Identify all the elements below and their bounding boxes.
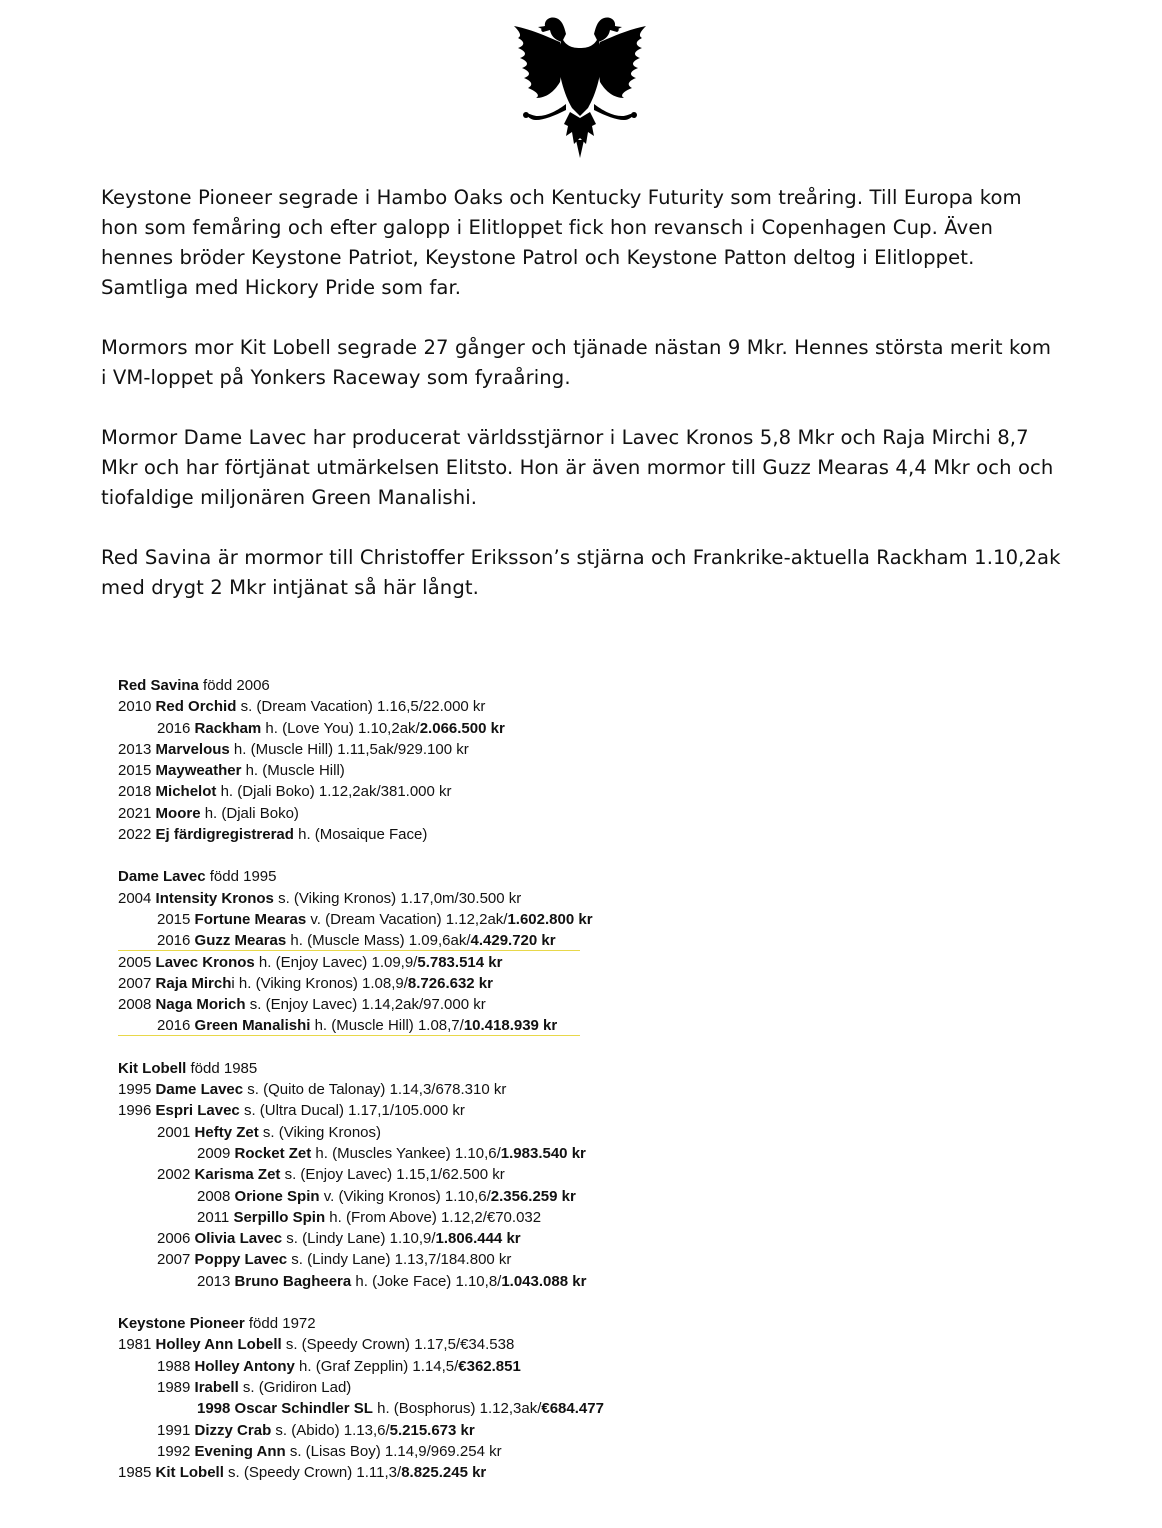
dam-heading — [118, 1313, 818, 1334]
offspring-name: Mayweather — [155, 762, 242, 780]
offspring-info: h. (Djali Boko) — [204, 804, 299, 822]
offspring-name: Bruno Bagheera — [234, 1272, 352, 1290]
offspring-row — [118, 1420, 818, 1441]
offspring-year: 1988 — [157, 1357, 191, 1375]
offspring-year: 2013 — [197, 1272, 231, 1290]
offspring-earnings: 10.418.939 kr — [463, 1017, 558, 1035]
offspring-info: s. (Speedy Crown) 1.17,5/€34.538 — [285, 1336, 515, 1354]
offspring-year: 2008 — [118, 996, 152, 1014]
dam-heading — [118, 675, 818, 696]
offspring-row — [118, 1207, 818, 1228]
offspring-year: 1996 — [118, 1102, 152, 1120]
offspring-row — [118, 973, 818, 994]
offspring-row — [118, 1334, 818, 1355]
offspring-row — [118, 1186, 818, 1207]
offspring-row — [118, 696, 818, 717]
offspring-info: s. (Lisas Boy) 1.14,9/969.254 kr — [289, 1442, 502, 1460]
offspring-info: v. (Viking Kronos) 1.10,6/ — [323, 1187, 491, 1205]
offspring-info: h. (Bosphorus) 1.12,3ak/ — [377, 1400, 542, 1418]
dam-name: Red Savina — [118, 677, 199, 694]
offspring-row — [118, 1441, 818, 1462]
offspring-year: 1991 — [157, 1421, 191, 1439]
offspring-row — [118, 781, 818, 802]
offspring-year: 2015 — [118, 762, 152, 780]
offspring-name: Michelot — [155, 783, 217, 801]
offspring-earnings: €684.477 — [541, 1400, 604, 1418]
offspring-row — [118, 1462, 818, 1483]
offspring-name: Intensity Kronos — [155, 889, 274, 907]
offspring-earnings: 5.215.673 kr — [389, 1421, 475, 1439]
offspring-info: h. (Djali Boko) 1.12,2ak/381.000 kr — [220, 783, 452, 801]
offspring-earnings: 1.806.444 kr — [435, 1230, 521, 1248]
offspring-name: Moore — [155, 804, 201, 822]
offspring-row — [118, 1015, 818, 1036]
offspring-year: 2022 — [118, 826, 152, 844]
offspring-row — [118, 1143, 818, 1164]
offspring-year: 1985 — [118, 1464, 152, 1482]
offspring-info: s. (Gridiron Lad) — [242, 1378, 352, 1396]
pedigree-list — [118, 675, 818, 1504]
offspring-year: 2002 — [157, 1166, 191, 1184]
offspring-year: 2007 — [118, 974, 152, 992]
offspring-name: Holley Ann Lobell — [155, 1336, 282, 1354]
offspring-row — [118, 994, 818, 1015]
offspring-row — [118, 718, 818, 739]
offspring-year: 2007 — [157, 1251, 191, 1269]
offspring-row — [118, 803, 818, 824]
offspring-row — [118, 1377, 818, 1398]
paragraph: Keystone Pioneer segrade i Hambo Oaks och Kentucky Futurity som treåring. Till Europa kom hon som femåring och efter galopp i Elitloppet fick hon revansch i Copenhagen Cup. Även hennes bröder Keystone Patriot, Keystone Patrol och Keystone Patton deltog i Elitloppet. Samtliga med Hickory Pride som far. — [101, 186, 1022, 299]
offspring-info: h. (Mosaique Face) — [298, 826, 428, 844]
offspring-info: h. (Love You) 1.10,2ak/ — [265, 719, 420, 737]
offspring-earnings: 1.983.540 kr — [500, 1144, 586, 1162]
double-headed-eagle-icon — [508, 12, 652, 162]
offspring-year: 2009 — [197, 1144, 231, 1162]
offspring-year: 2016 — [157, 932, 191, 950]
offspring-earnings: €362.851 — [458, 1357, 521, 1375]
offspring-row — [118, 888, 818, 909]
offspring-row — [118, 1100, 818, 1121]
offspring-info: h. (Muscle Hill) — [245, 762, 345, 780]
offspring-name: Orione Spin — [234, 1187, 320, 1205]
offspring-name: Olivia Lavec — [194, 1230, 283, 1248]
offspring-name: Oscar Schindler SL — [234, 1400, 373, 1418]
offspring-name: Irabell — [194, 1378, 239, 1396]
offspring-earnings: 4.429.720 kr — [470, 932, 556, 950]
offspring-name: Rackham — [194, 719, 262, 737]
dam-heading — [118, 1058, 818, 1079]
pedigree-block — [118, 1313, 818, 1483]
offspring-row — [118, 1356, 818, 1377]
offspring-info: h. (Muscles Yankee) 1.10,6/ — [315, 1144, 501, 1162]
offspring-info: h. (Graf Zepplin) 1.14,5/ — [299, 1357, 459, 1375]
offspring-info: h. (Muscle Hill) 1.08,7/ — [314, 1017, 464, 1035]
dam-name: Dame Lavec — [118, 868, 206, 886]
offspring-name: Poppy Lavec — [194, 1251, 288, 1269]
offspring-name: Naga Morich — [155, 996, 246, 1014]
dam-born: född 1972 — [248, 1315, 316, 1333]
offspring-year: 2005 — [118, 953, 152, 971]
offspring-info: s. (Speedy Crown) 1.11,3/ — [228, 1464, 402, 1482]
offspring-earnings: 2.356.259 kr — [490, 1187, 576, 1205]
offspring-info: v. (Dream Vacation) 1.12,2ak/ — [310, 910, 508, 928]
offspring-year: 2021 — [118, 804, 152, 822]
offspring-name: Dame Lavec — [155, 1081, 244, 1099]
offspring-info: h. (Joke Face) 1.10,8/ — [355, 1272, 502, 1290]
offspring-info: s. (Enjoy Lavec) 1.15,1/62.500 kr — [284, 1166, 505, 1184]
offspring-year: 2015 — [157, 910, 191, 928]
offspring-info: s. (Lindy Lane) 1.13,7/184.800 kr — [291, 1251, 512, 1269]
offspring-name: Karisma Zet — [194, 1166, 281, 1184]
offspring-year: 1992 — [157, 1442, 191, 1460]
offspring-row — [118, 909, 818, 930]
offspring-year: 1989 — [157, 1378, 191, 1396]
offspring-name: Serpillo Spin — [233, 1208, 326, 1226]
offspring-year: 2001 — [157, 1123, 191, 1141]
offspring-info: s. (Abido) 1.13,6/ — [275, 1421, 390, 1439]
offspring-name: Evening Ann — [194, 1442, 286, 1460]
offspring-info: s. (Ultra Ducal) 1.17,1/105.000 kr — [243, 1102, 465, 1120]
dam-heading — [118, 866, 818, 887]
offspring-name: Guzz Mearas — [194, 932, 287, 950]
offspring-name: Hefty Zet — [194, 1123, 259, 1141]
offspring-year: 2016 — [157, 719, 191, 737]
offspring-name: Kit Lobell — [155, 1464, 224, 1482]
description-text — [101, 183, 1061, 633]
offspring-year: 1981 — [118, 1336, 152, 1354]
dam-name: Kit Lobell — [118, 1059, 187, 1077]
offspring-earnings: 5.783.514 kr — [417, 953, 503, 971]
offspring-info: s. (Viking Kronos) 1.17,0m/30.500 kr — [278, 889, 522, 907]
offspring-name: Dizzy Crab — [194, 1421, 272, 1439]
paragraph: Red Savina är mormor till Christoffer Eriksson’s stjärna och Frankrike-aktuella Rackham 1.10,2ak med drygt 2 Mkr intjänat så här långt. — [101, 546, 1061, 599]
offspring-earnings: 8.726.632 kr — [407, 974, 493, 992]
offspring-name: Espri Lavec — [155, 1102, 240, 1120]
offspring-year: 2010 — [118, 698, 152, 716]
offspring-info: h. (From Above) 1.12,2/€70.032 — [329, 1208, 542, 1226]
offspring-row — [118, 1164, 818, 1185]
offspring-name: Raja Mirch — [155, 974, 232, 992]
pedigree-block — [118, 675, 818, 845]
offspring-name: Holley Antony — [194, 1357, 295, 1375]
offspring-name: Green Manalishi — [194, 1017, 311, 1035]
offspring-info: s. (Enjoy Lavec) 1.14,2ak/97.000 kr — [249, 996, 486, 1014]
offspring-name: Marvelous — [155, 740, 230, 758]
offspring-year: 2011 — [197, 1208, 230, 1226]
offspring-earnings: 8.825.245 kr — [401, 1464, 487, 1482]
offspring-year: 1998 — [197, 1400, 231, 1418]
offspring-row — [118, 930, 818, 951]
paragraph: Mormor Dame Lavec har producerat världsstjärnor i Lavec Kronos 5,8 Mkr och Raja Mirchi 8,7 Mkr och har förtjänat utmärkelsen Elitsto. Hon är även mormor till Guzz Mearas 4,4 Mkr och och tiofaldige miljonären Green Manalishi. — [101, 426, 1054, 509]
offspring-row — [118, 1271, 818, 1292]
offspring-year: 2018 — [118, 783, 152, 801]
pedigree-block — [118, 1058, 818, 1292]
offspring-row — [118, 1228, 818, 1249]
dam-born: född 1985 — [190, 1059, 258, 1077]
offspring-info: s. (Quito de Talonay) 1.14,3/678.310 kr — [247, 1081, 507, 1099]
offspring-year: 2008 — [197, 1187, 231, 1205]
offspring-year: 1995 — [118, 1081, 152, 1099]
offspring-info: s. (Lindy Lane) 1.10,9/ — [286, 1230, 436, 1248]
offspring-row — [118, 1398, 818, 1419]
pedigree-block — [118, 866, 818, 1036]
offspring-name: Ej färdigregistrerad — [155, 826, 294, 844]
dam-born: född 1995 — [209, 868, 277, 886]
offspring-name: Red Orchid — [155, 698, 237, 716]
offspring-earnings: 1.043.088 kr — [501, 1272, 587, 1290]
offspring-row — [118, 739, 818, 760]
offspring-earnings: 1.602.800 kr — [507, 910, 593, 928]
paragraph: Mormors mor Kit Lobell segrade 27 gånger och tjänade nästan 9 Mkr. Hennes största merit kom i VM-loppet på Yonkers Raceway som fyraåring. — [101, 336, 1052, 389]
dam-name: Keystone Pioneer — [118, 1315, 245, 1333]
offspring-info: h. (Viking Kronos) 1.08,9/ — [238, 974, 408, 992]
offspring-year: 2006 — [157, 1230, 191, 1248]
offspring-row — [118, 1122, 818, 1143]
offspring-info: h. (Muscle Hill) 1.11,5ak/929.100 kr — [233, 740, 469, 758]
offspring-row — [118, 760, 818, 781]
offspring-row — [118, 824, 818, 845]
offspring-name: Lavec Kronos — [155, 953, 255, 971]
offspring-row — [118, 1079, 818, 1100]
dam-born: född 2006 — [203, 677, 270, 694]
offspring-row — [118, 952, 818, 973]
offspring-info: h. (Enjoy Lavec) 1.09,9/ — [258, 953, 418, 971]
offspring-info: s. (Dream Vacation) 1.16,5/22.000 kr — [240, 698, 486, 716]
offspring-info: s. (Viking Kronos) — [262, 1123, 382, 1141]
offspring-name: Rocket Zet — [234, 1144, 312, 1162]
offspring-info: h. (Muscle Mass) 1.09,6ak/ — [290, 932, 471, 950]
offspring-row — [118, 1249, 818, 1270]
offspring-year: 2016 — [157, 1017, 191, 1035]
offspring-name-tail: i — [231, 974, 235, 992]
offspring-year: 2013 — [118, 740, 152, 758]
offspring-name: Fortune Mearas — [194, 910, 307, 928]
offspring-earnings: 2.066.500 kr — [419, 719, 505, 737]
offspring-year: 2004 — [118, 889, 152, 907]
